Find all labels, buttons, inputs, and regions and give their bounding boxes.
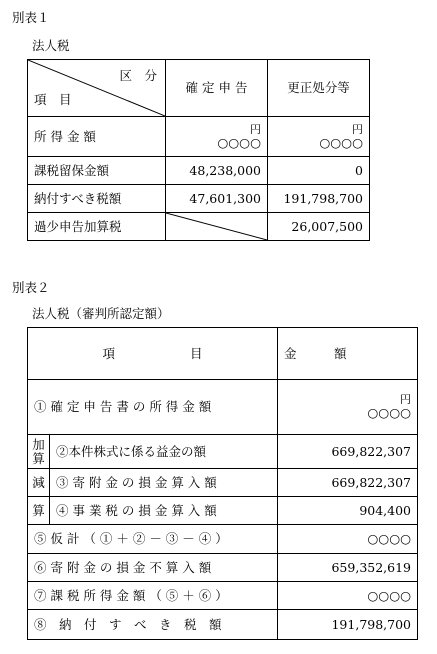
table-row [28, 497, 418, 525]
row-label-nofu: 納付すべき税額 [28, 185, 166, 213]
table2 [27, 327, 418, 640]
group-label-gen: 減 [28, 469, 50, 497]
table2-header-row [28, 328, 418, 380]
col-koumoku: 項 目 [28, 328, 278, 380]
table-row [28, 185, 370, 213]
table-row [28, 582, 418, 610]
group-label-san: 算 [28, 497, 50, 525]
cell-value: ○○○○ [278, 525, 418, 554]
row-label: ④ 事 業 税 の 損 金 算 入 額 [50, 497, 278, 525]
col-kousei-shobun: 更正処分等 [268, 60, 370, 117]
kubun-label: 区 分 [119, 68, 157, 83]
cell-value: ○○○○ [278, 582, 418, 610]
cell-value: 円 ○○○○ [166, 117, 268, 157]
table-row [28, 435, 418, 469]
row-label-kasho: 過少申告加算税 [28, 213, 166, 241]
table1-subtitle: 法人税 [32, 38, 70, 53]
row-label-ryuho: 課税留保金額 [28, 157, 166, 185]
yen-unit: 円 [400, 393, 412, 407]
cell-value: 0 [268, 157, 370, 185]
cell-value: 48,238,000 [166, 157, 268, 185]
table2-subtitle: 法人税（審判所認定額） [32, 306, 170, 321]
cell-value: 904,400 [278, 497, 418, 525]
cell-value: 669,822,307 [278, 469, 418, 497]
cell-value: 47,601,300 [166, 185, 268, 213]
cell-value: 191,798,700 [278, 610, 418, 640]
cell-value: 669,822,307 [278, 435, 418, 469]
table-row [28, 117, 370, 157]
table-row [28, 554, 418, 582]
diagonal-line [166, 213, 267, 240]
table-row [28, 525, 418, 554]
row-label: ⑧ 納 付 す べ き 税 額 [28, 610, 278, 640]
row-label: ③ 寄 附 金 の 損 金 算 入 額 [50, 469, 278, 497]
col-kingaku: 金 額 [278, 328, 418, 380]
table1 [27, 59, 370, 241]
table-row [28, 469, 418, 497]
row-label-shotoku: 所 得 金 額 [28, 117, 166, 157]
table2-caption: 別表２ [12, 280, 50, 295]
table-row [28, 610, 418, 640]
table1-header-row [28, 60, 370, 117]
table-row [28, 213, 370, 241]
yen-unit: 円 [352, 122, 363, 136]
group-label-kasan: 加算 [28, 435, 50, 469]
cell-value: 円 ○○○○ [268, 117, 370, 157]
koumoku-label: 項 目 [34, 91, 72, 107]
row-label: ⑦ 課 税 所 得 金 額 （ ⑤ ＋ ⑥ ） [28, 582, 278, 610]
row-label: ① 確 定 申 告 書 の 所 得 金 額 [28, 380, 278, 435]
table1-corner-cell [28, 60, 166, 117]
row-label: ⑤ 仮 計 （ ① ＋ ② － ③ － ④ ） [28, 525, 278, 554]
cell-value: 26,007,500 [268, 213, 370, 241]
yen-unit: 円 [250, 122, 261, 136]
table-row [28, 380, 418, 435]
row-label: ⑥ 寄 附 金 の 損 金 不 算 入 額 [28, 554, 278, 582]
row-label: ②本件株式に係る益金の額 [50, 435, 278, 469]
cell-value: 659,352,619 [278, 554, 418, 582]
table1-caption: 別表１ [12, 10, 50, 25]
col-kakutei-shinkoku: 確 定 申 告 [166, 60, 268, 117]
table-row [28, 157, 370, 185]
cell-value: 円 ○○○○ [278, 380, 418, 435]
cell-empty-diagonal [166, 213, 268, 241]
cell-value: 191,798,700 [268, 185, 370, 213]
